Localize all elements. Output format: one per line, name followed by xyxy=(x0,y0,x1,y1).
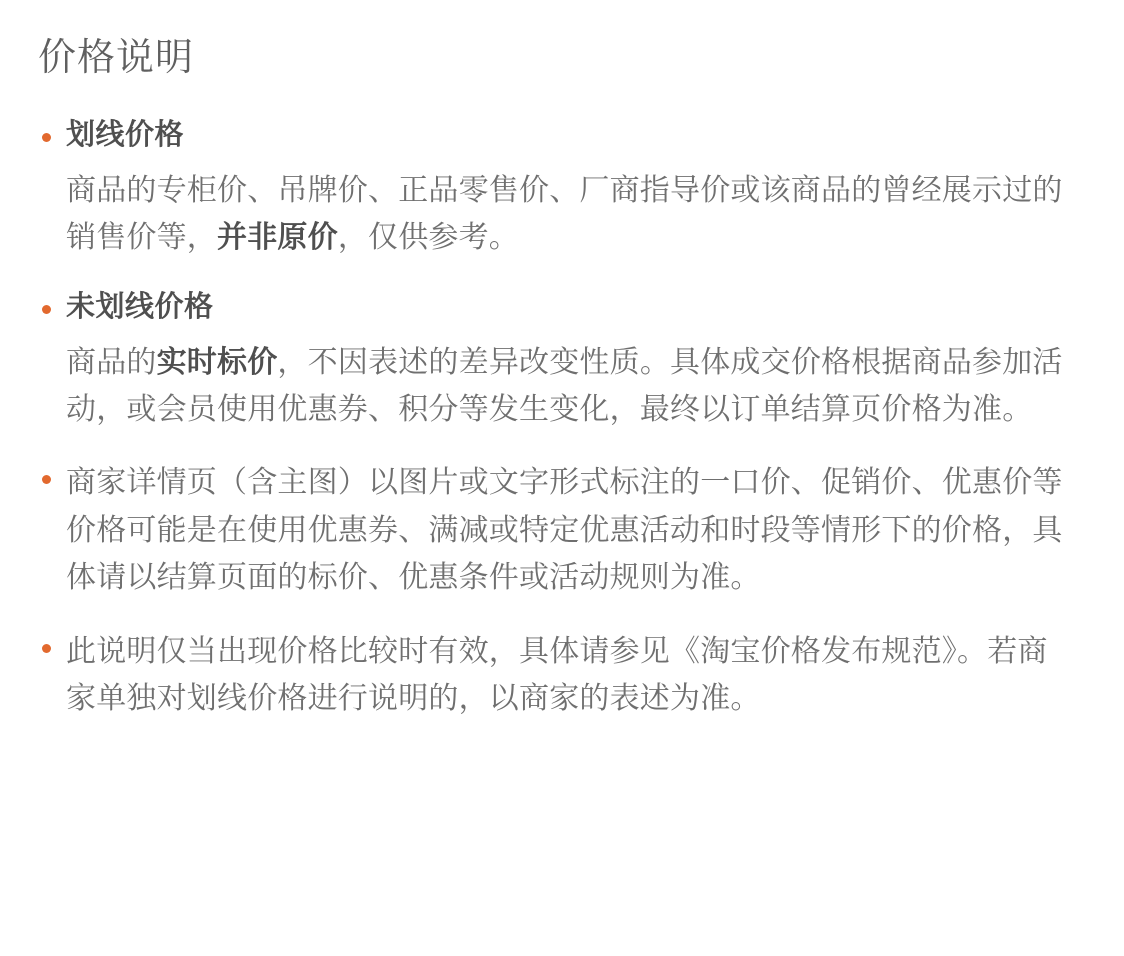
section-body: 此说明仅当出现价格比较时有效，具体请参见《淘宝价格发布规范》。若商家单独对划线价格进行说明的，以商家的表述为准。 xyxy=(66,634,1048,715)
section-body xyxy=(66,339,1076,434)
body-text-part: 商品的专柜价、吊牌价、正品零售价、厂商指导价或该商品的曾经展示过的销售价等， xyxy=(66,173,1063,255)
bullet-icon xyxy=(42,475,51,484)
body-text-part: ，不因表述的差异改变性质。具体成交价格根据商品参加活动，或会员使用优惠券、积分等发生变化，最终以订单结算页价格为准。 xyxy=(66,345,1063,427)
section-heading: 划线价格 xyxy=(66,118,185,151)
bullet-icon xyxy=(42,305,51,314)
section-non-strikethrough-price xyxy=(36,288,1076,434)
page-title: 价格说明 xyxy=(38,37,195,79)
section-scope-note xyxy=(36,628,1076,723)
bullet-icon xyxy=(42,133,51,142)
body-text-part: 商品的 xyxy=(66,345,157,379)
body-text-part: ，仅供参考。 xyxy=(337,221,520,255)
section-body: 商家详情页（含主图）以图片或文字形式标注的一口价、促销价、优惠价等价格可能是在使用优惠券、满减或特定优惠活动和时段等情形下的价格，具体请以结算页面的标价、优惠条件或活动规则为准。 xyxy=(66,466,1063,595)
section-strikethrough-price xyxy=(36,116,1076,262)
body-text-emphasis: 并非原价 xyxy=(217,221,338,255)
bullet-icon xyxy=(42,644,51,653)
section-body xyxy=(66,167,1076,262)
section-merchant-detail-page xyxy=(36,459,1076,601)
section-heading: 未划线价格 xyxy=(66,290,214,323)
body-text-emphasis: 实时标价 xyxy=(156,345,278,379)
